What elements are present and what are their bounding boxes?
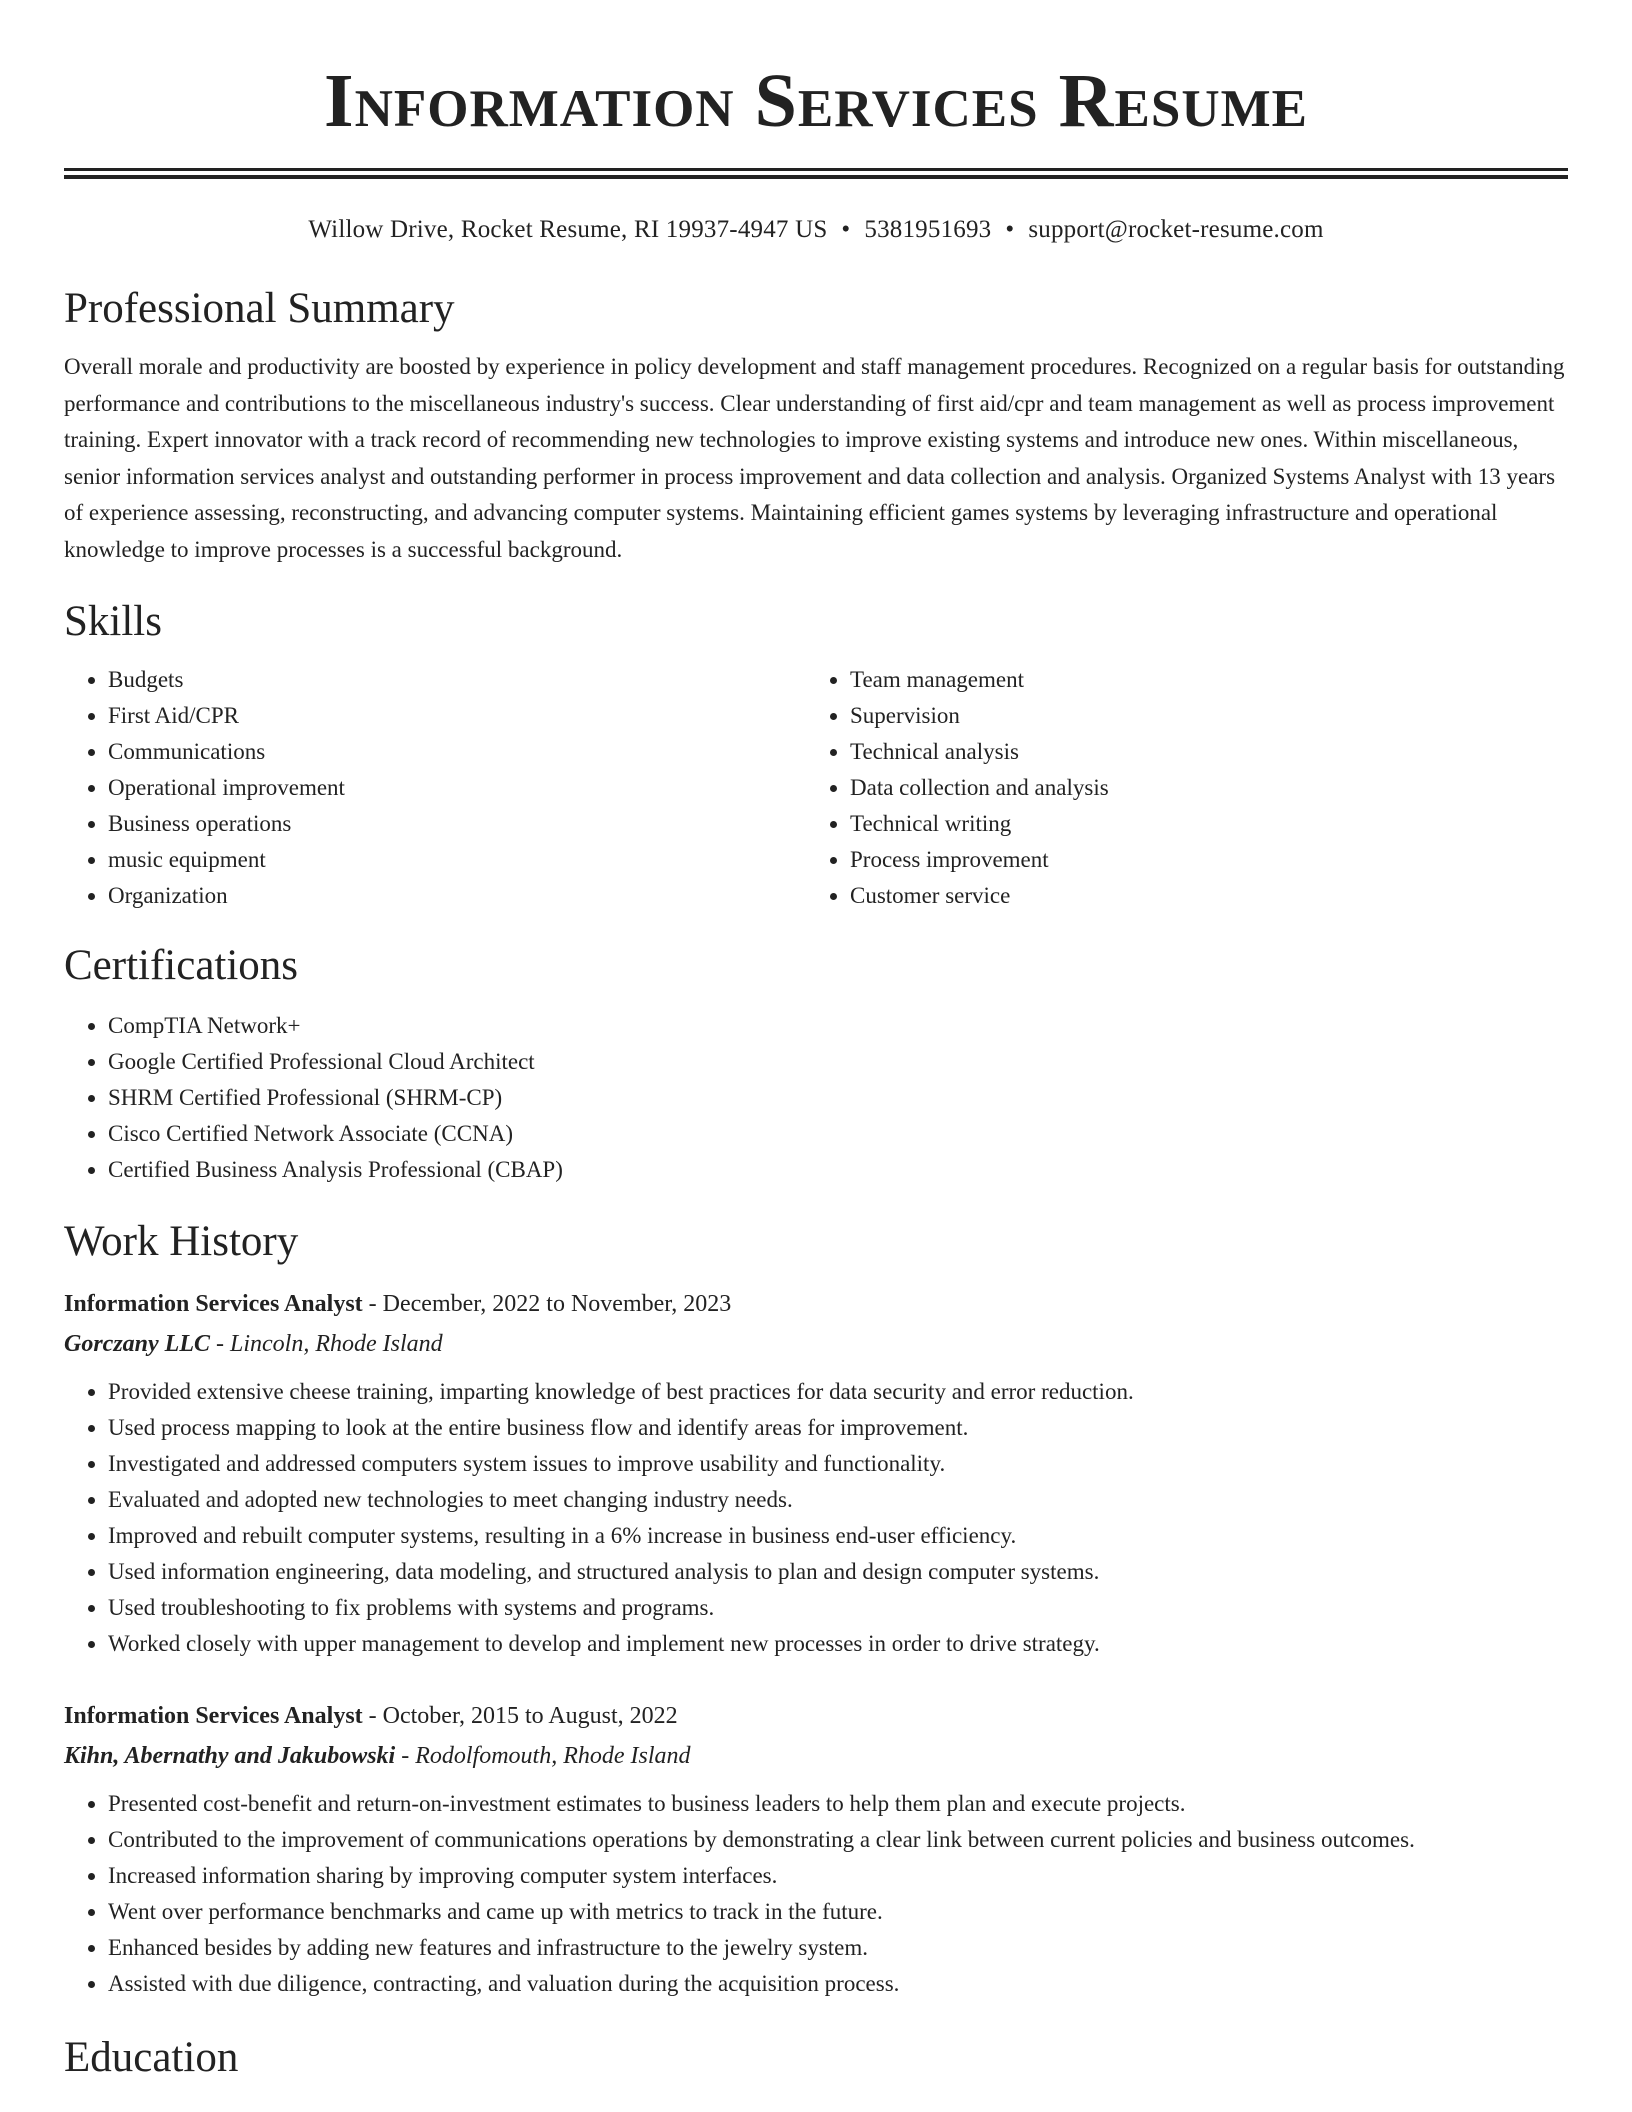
job-company: Kihn, Abernathy and Jakubowski	[64, 1743, 396, 1769]
certification-item: • Certified Business Analysis Professional (CBAP)	[108, 1152, 1568, 1188]
job-bullets	[64, 1786, 1568, 2002]
job-dates: December, 2022 to November, 2023	[382, 1291, 732, 1317]
skill-item: • music equipment	[108, 842, 806, 878]
job-title-line: Information Services Analyst - October, 2015 to August, 2022	[64, 1703, 678, 1729]
skill-item: • Customer service	[850, 878, 1548, 914]
job-entry	[64, 1696, 1568, 2002]
job-dates: October, 2015 to August, 2022	[382, 1703, 678, 1729]
job-title: Information Services Analyst	[64, 1291, 363, 1317]
skills-list-right	[806, 662, 1548, 914]
skills-list-left	[64, 662, 806, 914]
job-company: Gorczany LLC	[64, 1331, 210, 1357]
job-title: Information Services Analyst	[64, 1703, 363, 1729]
job-company-line: Kihn, Abernathy and Jakubowski - Rodolfomouth, Rhode Island	[64, 1743, 691, 1769]
skill-item: • First Aid/CPR	[108, 698, 806, 734]
skill-item: • Organization	[108, 878, 806, 914]
job-bullet: • Used information engineering, data modeling, and structured analysis to plan and design computer systems.	[108, 1554, 1568, 1590]
certification-item: • Cisco Certified Network Associate (CCNA)	[108, 1116, 1568, 1152]
job-entry	[64, 1284, 1568, 1662]
title-divider	[64, 168, 1568, 179]
job-bullet: • Went over performance benchmarks and came up with metrics to track in the future.	[108, 1894, 1568, 1930]
skill-item: • Process improvement	[850, 842, 1548, 878]
skills-columns	[64, 662, 1568, 914]
skill-item: • Communications	[108, 734, 806, 770]
section-heading-summary: Professional Summary	[64, 285, 455, 332]
contact-separator: •	[1005, 216, 1015, 243]
contact-separator: •	[841, 216, 851, 243]
page-title: Information Services Resume	[324, 59, 1308, 143]
section-heading-certifications: Certifications	[64, 942, 299, 989]
job-bullet: • Improved and rebuilt computer systems, resulting in a 6% increase in business end-user efficiency.	[108, 1518, 1568, 1554]
certification-item: • SHRM Certified Professional (SHRM-CP)	[108, 1080, 1568, 1116]
contact-address: Willow Drive, Rocket Resume, RI 19937-4947 US	[308, 216, 828, 243]
skill-item: • Operational improvement	[108, 770, 806, 806]
certification-item: • Google Certified Professional Cloud Architect	[108, 1044, 1568, 1080]
job-title-line: Information Services Analyst - December, 2022 to November, 2023	[64, 1291, 732, 1317]
job-bullet: • Used troubleshooting to fix problems with systems and programs.	[108, 1590, 1568, 1626]
section-heading-work-history: Work History	[64, 1218, 299, 1265]
section-heading-education: Education	[64, 2034, 239, 2081]
job-bullet: • Investigated and addressed computers system issues to improve usability and functionality.	[108, 1446, 1568, 1482]
skill-item: • Business operations	[108, 806, 806, 842]
section-heading-skills: Skills	[64, 598, 162, 645]
certifications-list	[64, 1008, 1568, 1188]
job-location: Rodolfomouth, Rhode Island	[415, 1743, 691, 1769]
skill-item: • Technical analysis	[850, 734, 1548, 770]
job-bullet: • Used process mapping to look at the entire business flow and identify areas for improvement.	[108, 1410, 1568, 1446]
job-bullet: • Provided extensive cheese training, imparting knowledge of best practices for data security and error reduction.	[108, 1374, 1568, 1410]
job-company-line: Gorczany LLC - Lincoln, Rhode Island	[64, 1331, 443, 1357]
job-bullet: • Presented cost-benefit and return-on-investment estimates to business leaders to help them plan and execute projects.	[108, 1786, 1568, 1822]
job-bullets	[64, 1374, 1568, 1662]
contact-line	[64, 213, 1568, 247]
job-bullet: • Increased information sharing by improving computer system interfaces.	[108, 1858, 1568, 1894]
job-bullet: • Worked closely with upper management to develop and implement new processes in order to drive strategy.	[108, 1626, 1568, 1662]
skill-item: • Supervision	[850, 698, 1548, 734]
contact-email: support@rocket-resume.com	[1028, 216, 1324, 243]
job-bullet: • Evaluated and adopted new technologies to meet changing industry needs.	[108, 1482, 1568, 1518]
certification-item: • CompTIA Network+	[108, 1008, 1568, 1044]
skill-item: • Budgets	[108, 662, 806, 698]
job-bullet: • Enhanced besides by adding new features and infrastructure to the jewelry system.	[108, 1930, 1568, 1966]
skill-item: • Data collection and analysis	[850, 770, 1548, 806]
skill-item: • Technical writing	[850, 806, 1548, 842]
summary-text: Overall morale and productivity are boosted by experience in policy development and staff management procedures. Recognized on a regular basis for outstanding performance and contributions to the miscellaneous industry's success. Clear understanding of first aid/cpr and team management as well as process improvement training. Expert innovator with a track record of recommending new technologies to improve existing systems and introduce new ones. Within miscellaneous, senior information services analyst and outstanding performer in process improvement and data collection and analysis. Organized Systems Analyst with 13 years of experience assessing, reconstructing, and advancing computer systems. Maintaining efficient games systems by leveraging infrastructure and operational knowledge to improve processes is a successful background.	[64, 354, 1565, 562]
contact-phone: 5381951693	[864, 216, 992, 243]
job-location: Lincoln, Rhode Island	[230, 1331, 443, 1357]
job-bullet: • Contributed to the improvement of communications operations by demonstrating a clear link between current policies and business outcomes.	[108, 1822, 1568, 1858]
skill-item: • Team management	[850, 662, 1548, 698]
job-bullet: • Assisted with due diligence, contracting, and valuation during the acquisition process.	[108, 1966, 1568, 2002]
